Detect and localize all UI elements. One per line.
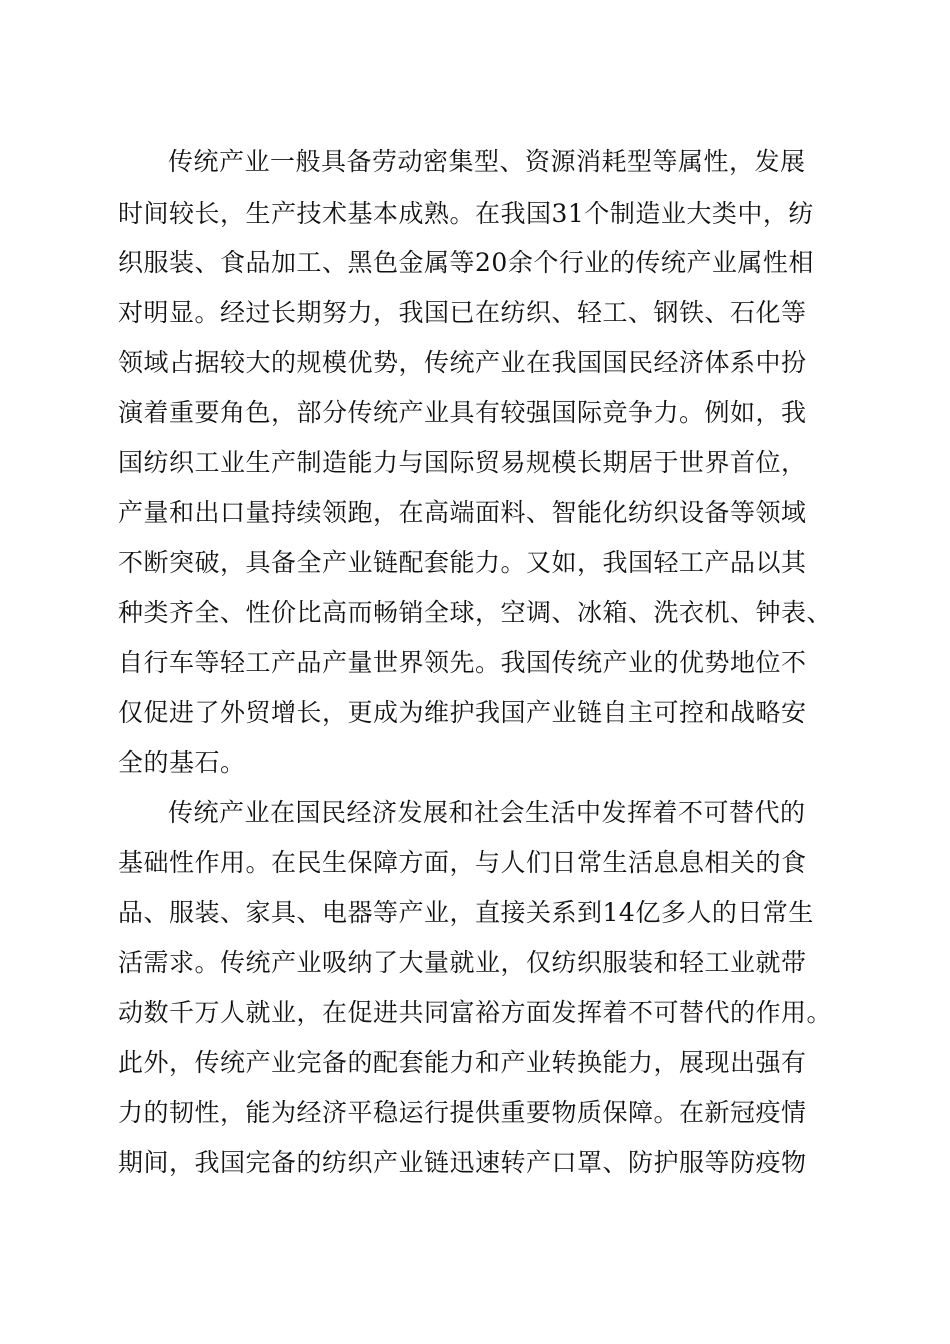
paragraph-1-line-8: 产量和出口量持续领跑，在高端面料、智能化纺织设备等领域 [118, 498, 807, 527]
paragraph-1-line-13: 全的基石。 [118, 748, 246, 777]
paragraph-1-line-10: 种类齐全、性价比高而畅销全球，空调、冰箱、洗衣机、钟表、 [118, 598, 833, 627]
paragraph-1-line-3: 织服装、食品加工、黑色金属等20余个行业的传统产业属性相 [118, 248, 814, 277]
paragraph-2-line-8: 期间，我国完备的纺织产业链迅速转产口罩、防护服等防疫物 [118, 1148, 807, 1177]
paragraph-2-line-2: 基础性作用。在民生保障方面，与人们日常生活息息相关的食 [118, 848, 807, 877]
paragraph-1-line-2: 时间较长，生产技术基本成熟。在我国31个制造业大类中，纺 [118, 199, 814, 228]
paragraph-1-line-1: 传统产业一般具备劳动密集型、资源消耗型等属性，发展 [168, 147, 806, 176]
paragraph-2-line-5: 动数千万人就业，在促进共同富裕方面发挥着不可替代的作用。 [118, 998, 833, 1027]
paragraph-1-line-5: 领域占据较大的规模优势，传统产业在我国国民经济体系中扮 [118, 348, 807, 377]
paragraph-2-line-4: 活需求。传统产业吸纳了大量就业，仅纺织服装和轻工业就带 [118, 948, 807, 977]
paragraph-1-line-4: 对明显。经过长期努力，我国已在纺织、轻工、钢铁、石化等 [118, 298, 807, 327]
paragraph-1-line-6: 演着重要角色，部分传统产业具有较强国际竞争力。例如，我 [118, 398, 807, 427]
paragraph-1-line-9: 不断突破，具备全产业链配套能力。又如，我国轻工产品以其 [118, 548, 807, 577]
paragraph-2-line-6: 此外，传统产业完备的配套能力和产业转换能力，展现出强有 [118, 1048, 807, 1077]
paragraph-1-line-7: 国纺织工业生产制造能力与国际贸易规模长期居于世界首位， [118, 448, 807, 477]
paragraph-1-line-12: 仅促进了外贸增长，更成为维护我国产业链自主可控和战略安 [118, 698, 807, 727]
paragraph-1-line-11: 自行车等轻工产品产量世界领先。我国传统产业的优势地位不 [118, 648, 807, 677]
paragraph-2-line-1: 传统产业在国民经济发展和社会生活中发挥着不可替代的 [168, 798, 806, 827]
paragraph-2-line-7: 力的韧性，能为经济平稳运行提供重要物质保障。在新冠疫情 [118, 1098, 807, 1127]
paragraph-2-line-3: 品、服装、家具、电器等产业，直接关系到14亿多人的日常生 [118, 898, 814, 927]
